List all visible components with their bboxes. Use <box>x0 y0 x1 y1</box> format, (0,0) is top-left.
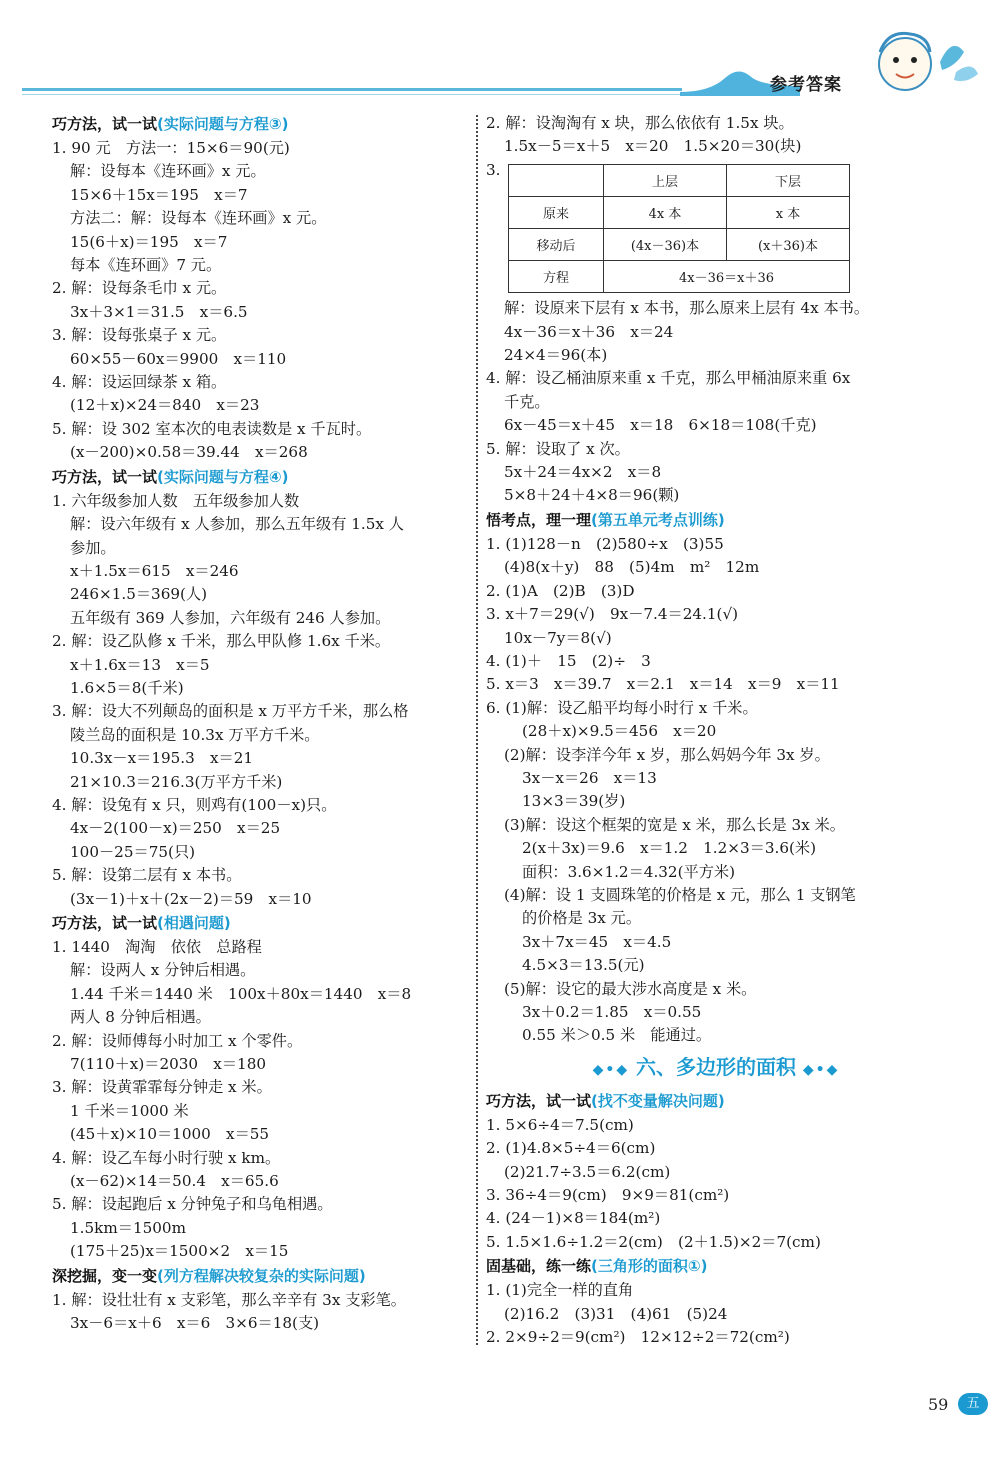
answer-subline: (x－62)×14＝50.4 x＝65.6 <box>70 1172 279 1191</box>
section-topic: (找不变量解决问题) <box>591 1091 725 1110</box>
answer-line: 4. 解：设运回绿茶 x 箱。 <box>52 373 227 392</box>
answer-subline: 6x－45＝x＋45 x＝18 6×18＝108(千克) <box>504 416 817 435</box>
answer-line: 2. 解：设乙队修 x 千米，那么甲队修 1.6x 千米。 <box>52 632 391 651</box>
section-heading <box>52 1264 472 1289</box>
diamond-decoration-icon: ◆•◆ <box>592 1061 636 1078</box>
answer-line: 3. 解：设大不列颠岛的面积是 x 万平方千米，那么格 <box>52 702 409 721</box>
left-column <box>52 112 472 1336</box>
answer-subline: 3x＋7x＝45 x＝4.5 <box>522 932 672 951</box>
answer-subline: 1.5km＝1500m <box>70 1218 186 1237</box>
answer-subline: 解：设原来下层有 x 本书，那么原来上层有 4x 本书。 <box>504 299 870 318</box>
answer-subline: 246×1.5＝369(人) <box>70 585 208 604</box>
answer-subline: (x－200)×0.58＝39.44 x＝268 <box>70 443 308 462</box>
answer-line: 3. <box>486 160 501 179</box>
answer-line: 1. 5×6÷4＝7.5(cm) <box>486 1115 634 1134</box>
answer-subline: 0.55 米＞0.5 米 能通过。 <box>522 1026 712 1045</box>
answer-subline: 陵兰岛的面积是 10.3x 万平方千米。 <box>70 725 320 744</box>
answer-line: 4. 解：设兔有 x 只，则鸡有(100－x)只。 <box>52 795 337 814</box>
answer-line: 5. 解：设 302 室本次的电表读数是 x 千瓦时。 <box>52 419 372 438</box>
table-cell: x 本 <box>727 197 850 229</box>
answer-line: 1. 1440 淘淘 依依 总路程 <box>52 938 262 956</box>
table-cell: 方程 <box>509 261 604 293</box>
header-rule-thin <box>22 94 722 95</box>
book-table <box>508 164 850 293</box>
answer-subline: 15(6＋x)＝195 x＝7 <box>70 232 228 251</box>
section-title: 巧方法，试一试 <box>52 467 158 486</box>
answer-subline: 3x＋3×1＝31.5 x＝6.5 <box>70 302 248 321</box>
answer-line: 4. (24－1)×8＝184(m²) <box>486 1209 661 1228</box>
section-heading <box>486 1089 946 1114</box>
table-row <box>509 197 850 229</box>
header-title: 参考答案 <box>770 75 842 95</box>
answer-subline: 五年级有 369 人参加，六年级有 246 人参加。 <box>70 608 391 627</box>
answer-subline: 3x－x＝26 x＝13 <box>522 768 657 787</box>
chapter-title: 六、多边形的面积 <box>636 1054 796 1079</box>
answer-subline: 参加。 <box>70 538 116 557</box>
section-topic: (相遇问题) <box>157 914 231 932</box>
answer-subline: 1.5x－5＝x＋5 x＝20 1.5×20＝30(块) <box>504 137 802 156</box>
answer-line: 4. 解：设乙桶油原来重 x 千克，那么甲桶油原来重 6x <box>486 369 851 388</box>
header-rule <box>22 88 682 91</box>
table-cell: (4x－36)本 <box>604 229 727 261</box>
table-cell: (x＋36)本 <box>727 229 850 261</box>
answer-line: 5. 解：设取了 x 次。 <box>486 439 630 458</box>
answer-subline: (4)解：设 1 支圆珠笔的价格是 x 元，那么 1 支钢笔 <box>504 885 856 904</box>
answer-subline: (2)21.7÷3.5＝6.2(cm) <box>504 1162 671 1181</box>
diamond-decoration-icon: ◆•◆ <box>796 1061 840 1078</box>
answer-line: 1. 解：设壮壮有 x 支彩笔，那么辛辛有 3x 支彩笔。 <box>52 1290 406 1309</box>
answer-subline: 解：设六年级有 x 人参加，那么五年级有 1.5x 人 <box>70 515 404 534</box>
answer-line: 2. 解：设淘淘有 x 块，那么依依有 1.5x 块。 <box>486 114 794 132</box>
answer-line: 5. 1.5×1.6÷1.2＝2(cm) (2＋1.5)×2＝7(cm) <box>486 1232 821 1251</box>
section-topic: (第五单元考点训练) <box>591 510 725 529</box>
section-heading <box>486 508 946 533</box>
answer-line: 2. 2×9÷2＝9(cm²) 12×12÷2＝72(cm²) <box>486 1328 790 1347</box>
answer-subline: 4.5×3＝13.5(元) <box>522 956 645 975</box>
right-column <box>486 112 946 1349</box>
answer-subline: (175＋25)x＝1500×2 x＝15 <box>70 1242 289 1261</box>
table-cell: 原来 <box>509 197 604 229</box>
answer-subline: (28＋x)×9.5＝456 x＝20 <box>522 722 717 741</box>
answer-line: 6. (1)解：设乙船平均每小时行 x 千米。 <box>486 698 758 717</box>
answer-line: 4. (1)＋ 15 (2)÷ 3 <box>486 651 651 670</box>
answer-subline: 4x－2(100－x)＝250 x＝25 <box>70 819 281 838</box>
answer-subline: (3)解：设这个框架的宽是 x 米，那么长是 3x 米。 <box>504 815 845 834</box>
grade-badge: 五 <box>958 1393 988 1415</box>
answer-subline: 15×6＋15x＝195 x＝7 <box>70 185 248 204</box>
answer-subline: 10.3x－x＝195.3 x＝21 <box>70 749 254 768</box>
answer-line: 1. (1)完全一样的直角 <box>486 1281 634 1300</box>
answer-line: 5. 解：设起跑后 x 分钟兔子和乌龟相遇。 <box>52 1195 333 1214</box>
answer-line: 5. 解：设第二层有 x 本书。 <box>52 866 242 885</box>
table-cell: 上层 <box>604 165 727 197</box>
answer-subline: 24×4＝96(本) <box>504 346 608 365</box>
chapter-heading <box>486 1050 946 1087</box>
answer-line: 4. 解：设乙车每小时行驶 x km。 <box>52 1148 281 1167</box>
answer-line: 2. 解：设每条毛巾 x 元。 <box>52 279 227 298</box>
answer-line: 5. x＝3 x＝39.7 x＝2.1 x＝14 x＝9 x＝11 <box>486 675 840 694</box>
section-heading <box>52 112 472 137</box>
section-topic: (实际问题与方程③) <box>157 115 289 133</box>
section-heading <box>52 911 472 936</box>
table-cell: 下层 <box>727 165 850 197</box>
section-title: 固基础，练一练 <box>486 1257 592 1276</box>
section-topic: (列方程解决较复杂的实际问题) <box>157 1266 366 1285</box>
answer-subline: 60×55－60x＝9900 x＝110 <box>70 349 287 368</box>
mascot-icon <box>860 22 980 102</box>
answer-subline: (5)解：设它的最大涉水高度是 x 米。 <box>504 979 757 998</box>
answer-line: 1. (1)128－n (2)580÷x (3)55 <box>486 534 724 553</box>
answer-subline: 13×3＝39(岁) <box>522 792 626 811</box>
answer-subline: 100－25＝75(只) <box>70 842 196 861</box>
section-title: 巧方法，试一试 <box>52 914 158 932</box>
answer-line: 2. 解：设师傅每小时加工 x 个零件。 <box>52 1031 303 1050</box>
table-cell <box>509 165 604 197</box>
answer-subline: (45＋x)×10＝1000 x＝55 <box>70 1125 270 1144</box>
answer-line: 3. 36÷4＝9(cm) 9×9＝81(cm²) <box>486 1186 730 1205</box>
right-column-bottom <box>486 297 946 1349</box>
answer-subline: 7(110＋x)＝2030 x＝180 <box>70 1055 267 1074</box>
answer-subline: x＋1.6x＝13 x＝5 <box>70 655 210 674</box>
section-title: 深挖掘，变一变 <box>52 1266 158 1285</box>
answer-subline: 1 千米＝1000 米 <box>70 1101 189 1120</box>
page-number: 59 <box>928 1395 949 1414</box>
answer-subline: (2)解：设李洋今年 x 岁，那么妈妈今年 3x 岁。 <box>504 745 830 764</box>
section-heading <box>486 1254 946 1279</box>
answer-line: 3. 解：设黄霏霏每分钟走 x 米。 <box>52 1078 272 1097</box>
answer-subline: 21×10.3＝216.3(万平方千米) <box>70 772 283 791</box>
section-title: 巧方法，试一试 <box>486 1091 592 1110</box>
table-cell: 移动后 <box>509 229 604 261</box>
answer-subline: 千克。 <box>504 392 550 411</box>
answer-subline: 5x＋24＝4x×2 x＝8 <box>504 463 662 482</box>
table-cell: 4x－36＝x＋36 <box>604 261 850 293</box>
answer-subline: 两人 8 分钟后相遇。 <box>70 1008 211 1027</box>
table-row <box>509 229 850 261</box>
answer-subline: 1.44 千米＝1440 米 100x＋80x＝1440 x＝8 <box>70 984 412 1003</box>
answer-subline: 1.6×5＝8(千米) <box>70 678 184 697</box>
table-cell: 4x 本 <box>604 197 727 229</box>
answer-line: 2. (1)4.8×5÷4＝6(cm) <box>486 1139 656 1158</box>
answer-subline: 5×8＋24＋4×8＝96(颗) <box>504 486 680 505</box>
answer-subline: 面积：3.6×1.2＝4.32(平方米) <box>522 862 736 881</box>
section-title: 悟考点，理一理 <box>486 510 592 529</box>
answer-subline: 10x－7y＝8(√) <box>504 628 612 647</box>
answer-subline: (4)8(x＋y) 88 (5)4m m² 12m <box>504 558 760 577</box>
answer-line: 1. 90 元 方法一：15×6＝90(元) <box>52 139 290 157</box>
answer-subline: 每本《连环画》7 元。 <box>70 256 222 275</box>
answer-line: 2. (1)A (2)B (3)D <box>486 581 635 600</box>
answer-subline: 3x－6＝x＋6 x＝6 3×6＝18(支) <box>70 1314 320 1333</box>
section-topic: (三角形的面积①) <box>591 1257 708 1276</box>
section-heading <box>52 465 472 490</box>
answer-subline: x＋1.5x＝615 x＝246 <box>70 561 239 580</box>
answer-subline: 3x＋0.2＝1.85 x＝0.55 <box>522 1003 702 1021</box>
answer-subline: 解：设两人 x 分钟后相遇。 <box>70 961 256 980</box>
answer-line: 1. 六年级参加人数 五年级参加人数 <box>52 491 300 510</box>
answer-subline: 的价格是 3x 元。 <box>522 909 642 928</box>
answer-subline: (3x－1)＋x＋(2x－2)＝59 x＝10 <box>70 889 312 908</box>
answer-subline: 解：设每本《连环画》x 元。 <box>70 162 266 181</box>
section-title: 巧方法，试一试 <box>52 115 158 133</box>
table-row <box>509 261 850 293</box>
section-topic: (实际问题与方程④) <box>157 467 289 486</box>
answer-line: 3. x＋7＝29(√) 9x－7.4＝24.1(√) <box>486 605 739 624</box>
answer-subline: 4x－36＝x＋36 x＝24 <box>504 322 674 341</box>
answer-subline: (12＋x)×24＝840 x＝23 <box>70 396 260 415</box>
table-row <box>509 165 850 197</box>
answer-subline: 方法二：解：设每本《连环画》x 元。 <box>70 209 327 228</box>
column-divider <box>476 115 478 1345</box>
answer-line: 3. 解：设每张桌子 x 元。 <box>52 326 227 345</box>
answer-subline: (2)16.2 (3)31 (4)61 (5)24 <box>504 1304 728 1323</box>
answer-subline: 2(x＋3x)＝9.6 x＝1.2 1.2×3＝3.6(米) <box>522 839 817 858</box>
